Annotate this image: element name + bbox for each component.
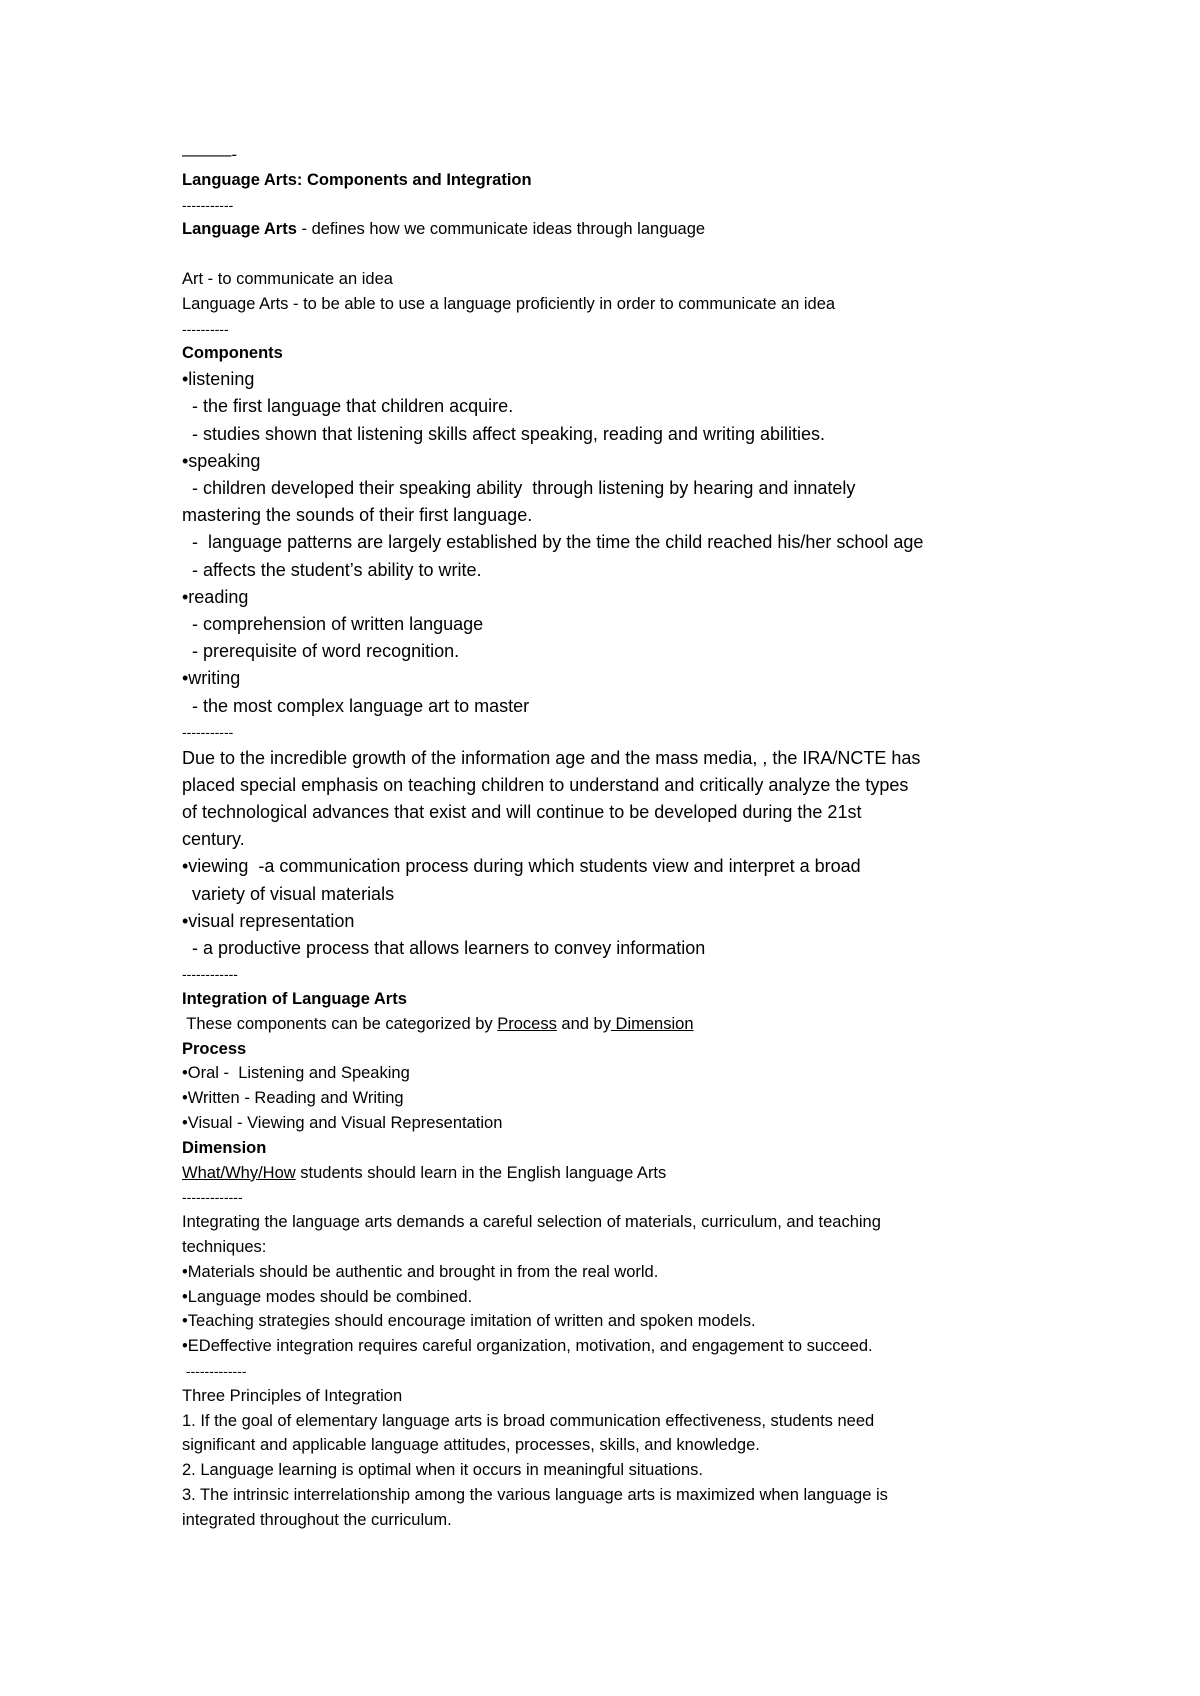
speaking-heading: •speaking [182, 450, 261, 471]
integration-heading: Integration of Language Arts [182, 990, 407, 1009]
separator: ------------- [182, 1189, 243, 1206]
listening-heading: •listening [182, 369, 255, 390]
listening-point: - studies shown that listening skills affect speaking, reading and writing abilities. [182, 423, 826, 444]
dimension-line [182, 1161, 1082, 1186]
blank-line [182, 242, 1082, 267]
principle-line: significant and applicable language attitudes, processes, skills, and knowledge. [182, 1436, 760, 1455]
integrating-line: techniques: [182, 1238, 267, 1256]
separator: ----------- [182, 196, 234, 213]
integrating-line: Integrating the language arts demands a careful selection of materials, curriculum, and teaching [182, 1213, 881, 1232]
definition-term: Language Arts [182, 220, 297, 239]
integrating-item: •Materials should be authentic and brought in from the real world. [182, 1262, 659, 1281]
viewing-item: •viewing -a communication process during which students view and interpret a broad [182, 856, 861, 877]
separator: ---------- [182, 320, 229, 337]
speaking-point: - affects the student’s ability to write. [182, 559, 482, 580]
process-item: •Oral - Listening and Speaking [182, 1064, 410, 1083]
integrating-item: •Teaching strategies should encourage imitation of written and spoken models. [182, 1312, 756, 1331]
process-item: •Visual - Viewing and Visual Representation [182, 1114, 503, 1133]
integrating-item: •Language modes should be combined. [182, 1287, 473, 1306]
document-body [182, 143, 1082, 1533]
dimension-text: students should learn in the English language Arts [295, 1163, 667, 1182]
principle-line: 1. If the goal of elementary language arts is broad communication effectiveness, students need [182, 1411, 875, 1430]
principle-line: 2. Language learning is optimal when it occurs in meaningful situations. [182, 1461, 703, 1480]
categorized-text: These components can be categorized by [182, 1014, 498, 1033]
visual-representation-heading: •visual representation [182, 910, 355, 931]
language-arts-definition: Language Arts - to be able to use a language proficiently in order to communicate an idea [182, 294, 836, 313]
what-why-how-term: What/Why/How [182, 1163, 296, 1182]
paragraph-line: century. [182, 829, 245, 850]
writing-heading: •writing [182, 668, 241, 689]
dimension-underlined-term: Dimension [610, 1014, 694, 1033]
paragraph-line: Due to the incredible growth of the information age and the mass media, , the IRA/NCTE has [182, 747, 921, 768]
definition-text: - defines how we communicate ideas through language [296, 220, 706, 239]
principles-heading: Three Principles of Integration [182, 1386, 403, 1405]
writing-point: - the most complex language art to master [182, 695, 530, 716]
separator: ----------- [182, 723, 234, 740]
principle-line: integrated throughout the curriculum. [182, 1510, 452, 1529]
visual-representation-point: - a productive process that allows learners to convey information [182, 938, 706, 959]
dimension-heading: Dimension [182, 1138, 267, 1157]
reading-point: - comprehension of written language [182, 614, 484, 634]
components-heading: Components [182, 344, 283, 363]
listening-point: - the first language that children acquire. [182, 396, 514, 417]
definition-line [182, 217, 1082, 242]
separator: ------------- [182, 1362, 247, 1379]
document-title: Language Arts: Components and Integration [182, 170, 532, 189]
integrating-item: •EDeffective integration requires careful organization, motivation, and engagement to succeed. [182, 1337, 873, 1356]
process-item: •Written - Reading and Writing [182, 1089, 404, 1108]
categorized-text: and by [556, 1014, 611, 1033]
categorized-line [182, 1012, 1082, 1037]
speaking-point: - language patterns are largely established by the time the child reached his/her school age [182, 532, 924, 553]
separator: ------------ [182, 966, 238, 983]
reading-heading: •reading [182, 586, 249, 607]
speaking-point: - children developed their speaking ability through listening by hearing and innately [182, 477, 856, 498]
process-underlined-term: Process [497, 1014, 557, 1033]
paragraph-line: of technological advances that exist and will continue to be developed during the 21st [182, 802, 862, 823]
speaking-point-continued: mastering the sounds of their first language. [182, 505, 533, 526]
viewing-item-continued: variety of visual materials [182, 883, 395, 904]
top-rule: ———- [182, 146, 237, 164]
reading-point: - prerequisite of word recognition. [182, 641, 460, 662]
principle-line: 3. The intrinsic interrelationship among the various language arts is maximized when language is [182, 1485, 888, 1504]
process-heading: Process [182, 1039, 247, 1058]
paragraph-line: placed special emphasis on teaching children to understand and critically analyze the types [182, 774, 909, 795]
art-definition: Art - to communicate an idea [182, 269, 393, 288]
